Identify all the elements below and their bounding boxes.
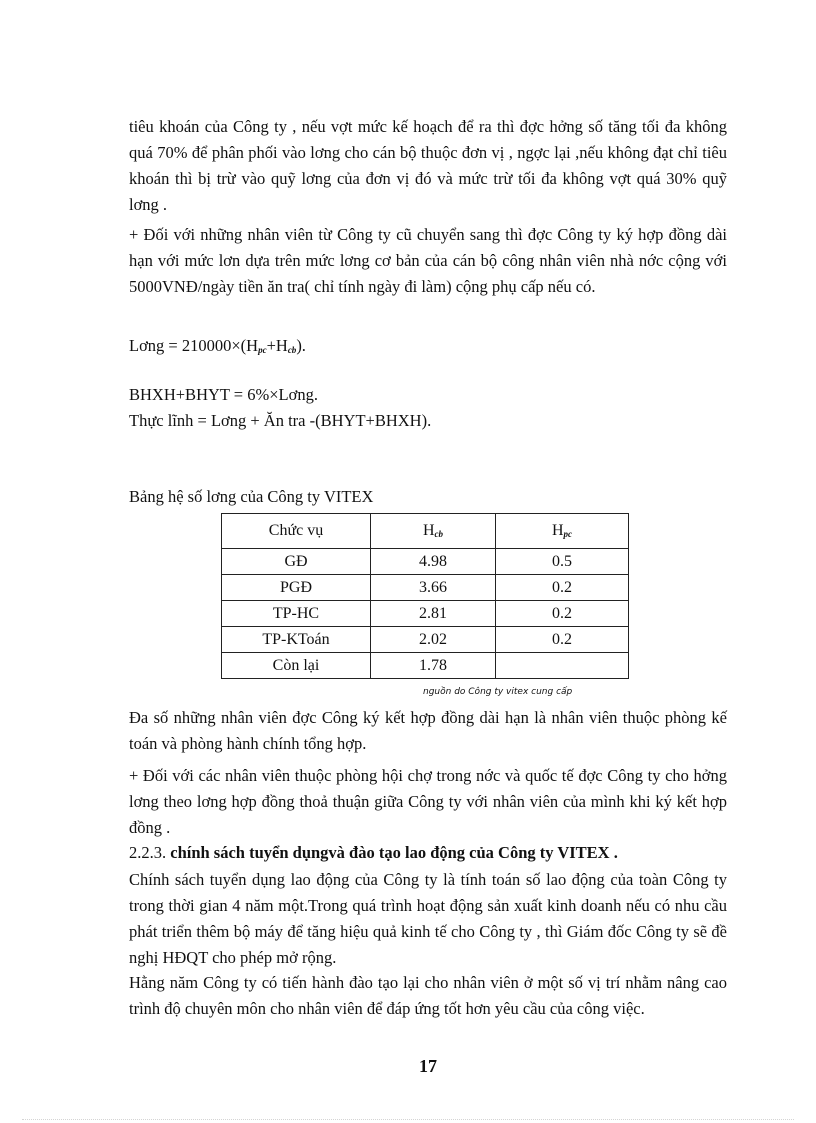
formula-salary-suffix: ). [296,336,306,355]
formula-salary-sub-pc: pc [258,345,267,355]
formula-salary-sub-cb: cb [287,345,297,355]
cell-position: Còn lại [222,653,371,679]
page-number: 17 [419,1056,437,1076]
page-bottom-divider [22,1119,794,1120]
salary-coefficient-table [221,513,629,679]
table-caption: Bảng hệ số lơng của Công ty VITEX [129,487,374,506]
paragraph-long-term-staff: Đa số những nhân viên đợc Công ký kết hợp đồng dài hạn là nhân viên thuộc phòng kế toán và phòng hành chính tổng hợp. [129,708,727,753]
cell-h-pc: 0.2 [496,575,629,601]
table-header-row [222,514,629,549]
cell-h-cb: 3.66 [371,575,496,601]
header-h-pc: $H_{pc}$ [496,514,629,549]
cell-h-cb: 2.02 [371,627,496,653]
table-row [222,575,629,601]
cell-position: GĐ [222,549,371,575]
paragraph-former-company-staff: + Đối với những nhân viên từ Công ty cũ chuyển sang thì đợc Công ty ký hợp đồng dài hạn với mức lơn dựa trên mức lơng cơ bản của cán bộ công nhân viên nhà nớc cộng với 5000VNĐ/ngày tiền ăn tra( chỉ tính ngày đi làm) cộng phụ cấp nếu có. [129,225,727,296]
header-position: Chức vụ [222,514,371,549]
paragraph-training: Hằng năm Công ty có tiến hành đào tạo lại cho nhân viên ở một số vị trí nhằm nâng cao trình độ chuyên môn cho nhân viên để đáp ứng tốt hơn yêu cầu của công việc. [129,973,727,1018]
table-row [222,653,629,679]
formula-insurance: BHXH+BHYT = 6%×Lơng. [129,385,318,404]
table-row [222,549,629,575]
cell-h-pc [496,653,629,679]
cell-h-cb: 1.78 [371,653,496,679]
section-heading [129,843,618,863]
cell-position: TP-HC [222,601,371,627]
cell-h-pc: 0.5 [496,549,629,575]
cell-h-cb: 4.98 [371,549,496,575]
formula-net-pay: Thực lĩnh = Lơng + Ăn tra -(BHYT+BHXH). [129,411,432,430]
header-h-cb: $H_{cb}$ [371,514,496,549]
cell-h-pc: 0.2 [496,601,629,627]
paragraph-recruitment-policy: Chính sách tuyển dụng lao động của Công ty là tính toán số lao động của toàn Công ty trong thời gian 4 năm một.Trong quá trình hoạt động sản xuất kinh doanh nếu có nhu cầu phát triển thêm bộ máy để tăng hiệu quả kinh tế cho Công ty , thì Giám đốc Công ty sẽ đề nghị HĐQT cho phép mở rộng. [129,870,727,967]
table-source-note: nguồn do Công ty vitex cung cấp [423,687,573,697]
formula-salary [129,336,306,356]
formula-salary-prefix: Lơng = 210000×(H [129,336,259,355]
table-row [222,601,629,627]
paragraph-fair-department: + Đối với các nhân viên thuộc phòng hội chợ trong nớc và quốc tế đợc Công ty cho hởng lơng theo lơng hợp đồng thoả thuận giữa Công ty với nhân viên của mình khi ký kết hợp đồng . [129,766,727,837]
cell-position: PGĐ [222,575,371,601]
formula-salary-mid: +H [266,336,288,355]
table-row [222,627,629,653]
section-number: 2.2.3. [129,843,167,862]
section-title: chính sách tuyển dụngvà đào tạo lao động của Công ty VITEX . [166,843,618,862]
cell-position: TP-KToán [222,627,371,653]
paragraph-contract-quota: tiêu khoán của Công ty , nếu vợt mức kế hoạch để ra thì đợc hởng số tăng tối đa không quá 70% để phân phối vào lơng cho cán bộ thuộc đơn vị , ngợc lại ,nếu không đạt chỉ tiêu khoán thì bị trừ vào quỹ lơng của đơn vị đó và mức trừ tối đa không vợt quá 30% quỹ lơng . [129,117,727,214]
cell-h-pc: 0.2 [496,627,629,653]
cell-h-cb: 2.81 [371,601,496,627]
